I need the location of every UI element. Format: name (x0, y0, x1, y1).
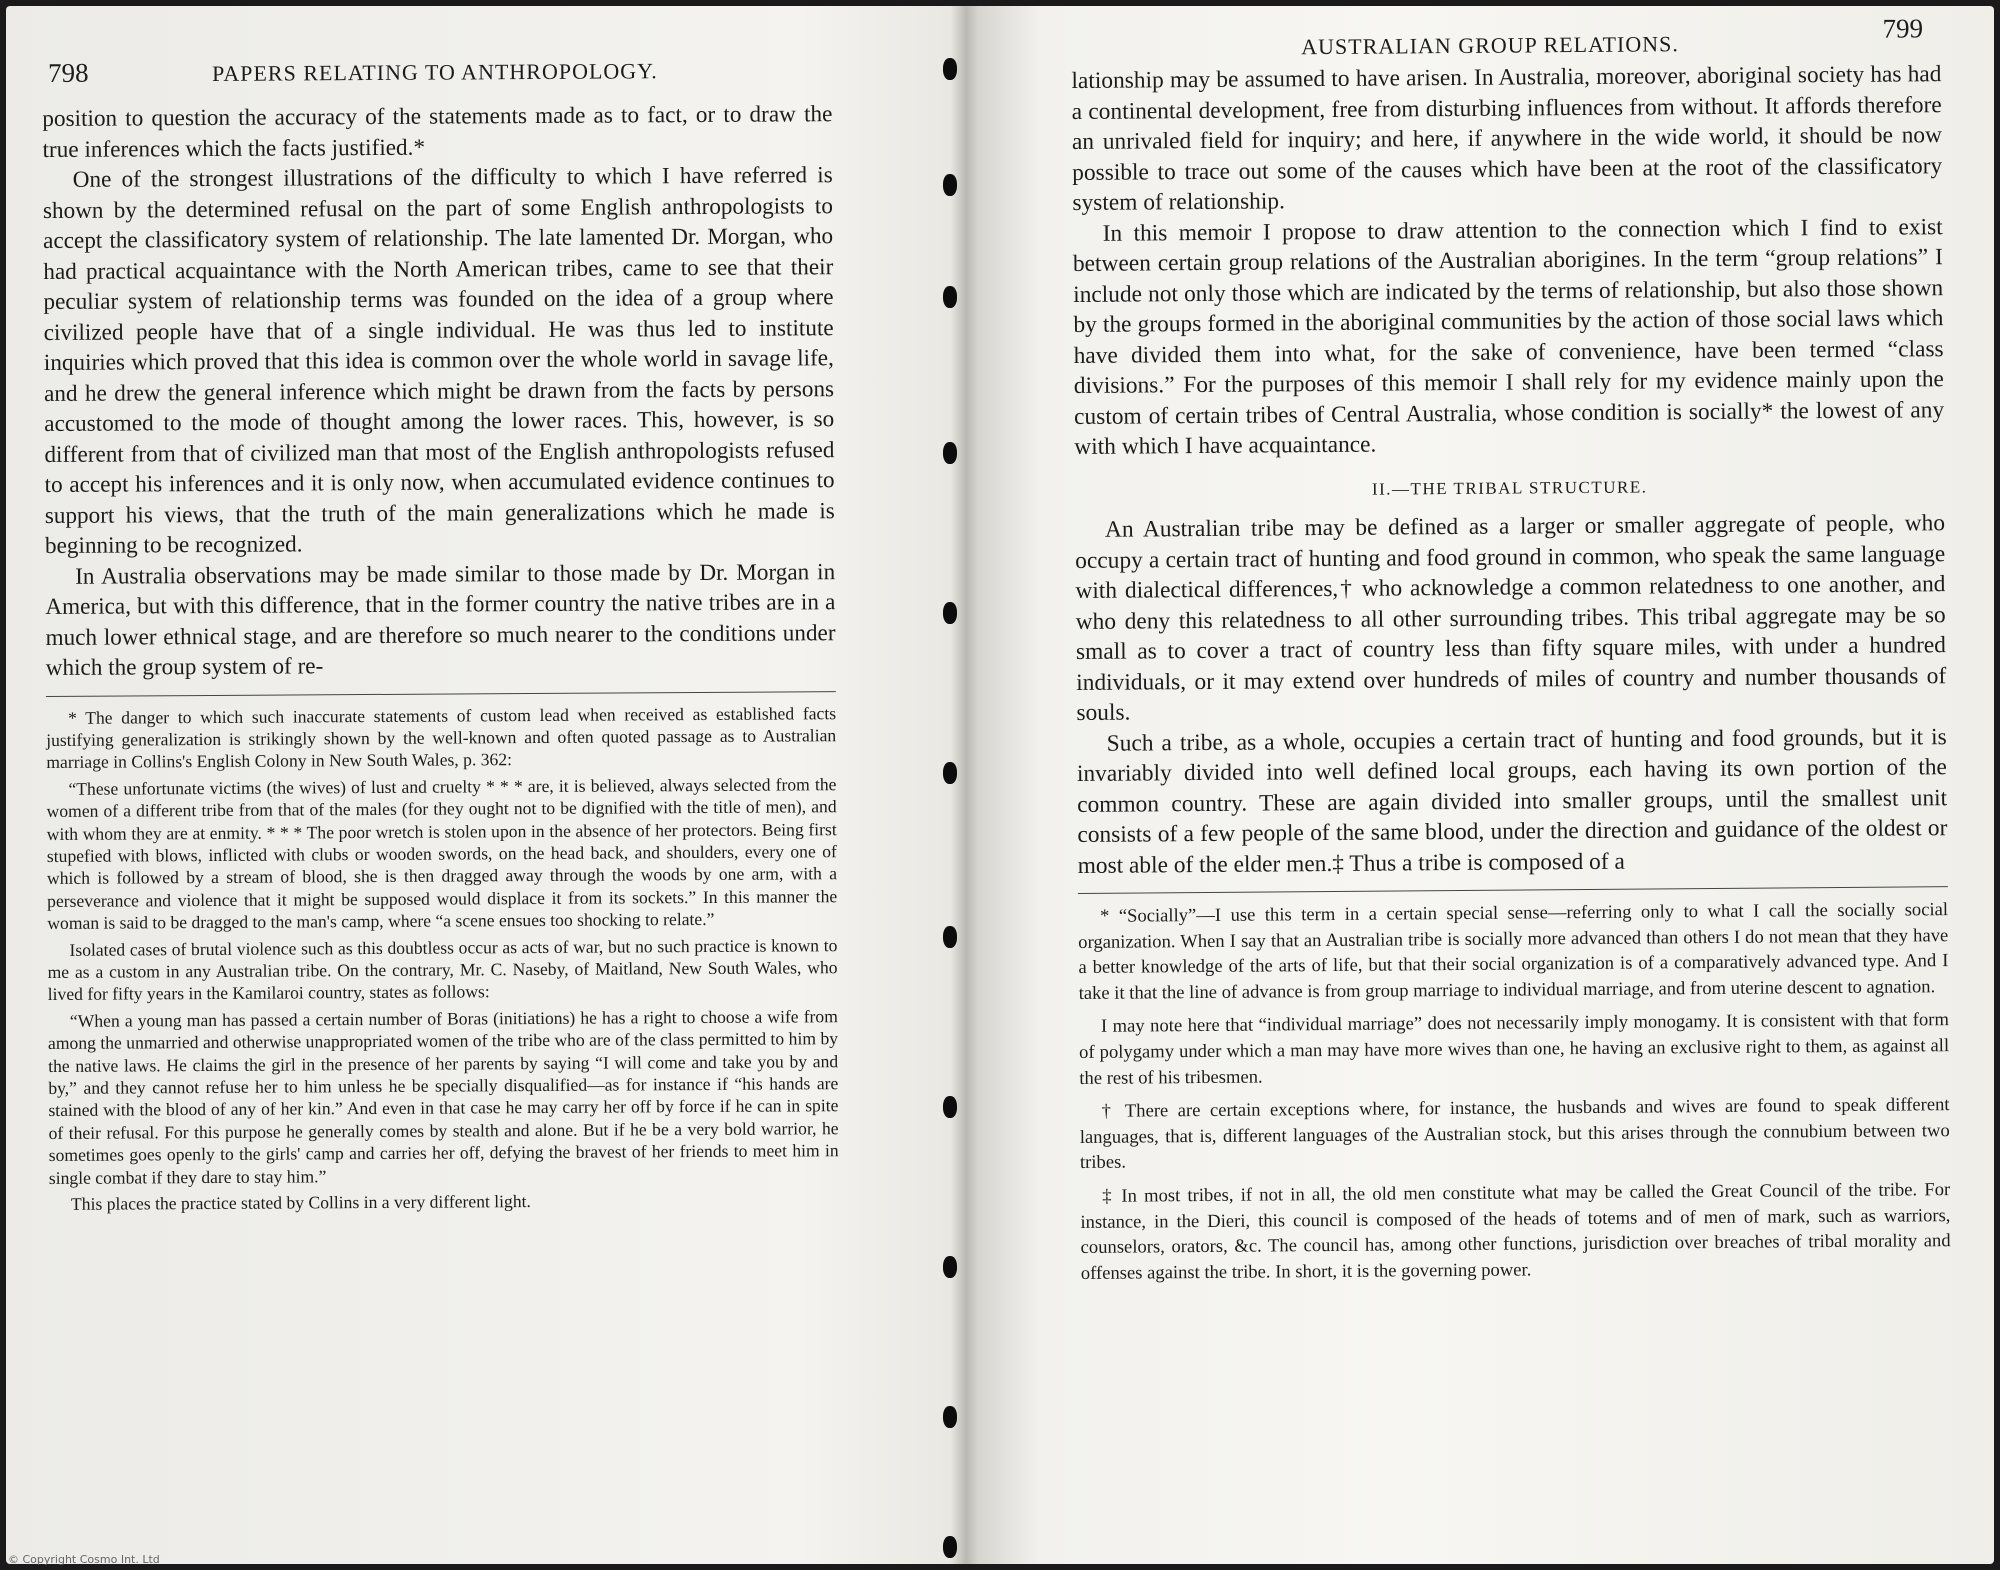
binding-stitch (943, 58, 957, 80)
right-page-number: 799 (1882, 13, 1924, 44)
binding-stitch (943, 762, 957, 784)
right-body-text (1071, 59, 1947, 881)
book-spread (6, 6, 1994, 1564)
right-footnotes (1078, 897, 1951, 1286)
right-paragraph: In this memoir I propose to draw attention to the connection which I find to exist between certain group relations of the Australian aborigines. In the term “group relations” I include not only those which are indicated by the terms of relationship, but also those shown by the groups formed in the aboriginal communities by the action of those social laws which have divided them into what, for the sake of convenience, have been termed “class divisions.” For the purposes of this memoir I shall rely for my evidence mainly upon the custom of certain tribes of Central Australia, whose condition is socially* the lowest of any with which I have acquaintance. (1072, 213, 1945, 460)
binding-stitch (943, 442, 957, 464)
left-paragraph: One of the strongest illustrations of the difficulty to which I have referred is shown by the determined refusal on the part of some English anthropologists to accept the classificatory system of relationship. The late lamented Dr. Morgan, who had practical acquaintance with the North American tribes, came to see that their peculiar system of relationship terms was founded on the idea of a group where civilized people have that of a single individual. He was thus led to institute inquiries which proved that this idea is common over the whole world in savage life, and he drew the general inference which might be drawn from the facts by persons accustomed to the mode of thought among the lower races. This, however, is so different from that of civilized man that most of the English anthropologists refused to accept his inferences and it is only now, when accumulated evidence continues to support his views, that the truth of the main generalizations which he made is beginning to be recognized. (42, 162, 835, 559)
copyright-watermark: © Copyright Cosmo Int. Ltd (8, 1553, 160, 1566)
footnote: ‡ In most tribes, if not in all, the old men constitute what may be called the Great Council of the tribe. For instance, in the Dieri, this council is composed of the heads of totems and of men of mark, such as warriors, counselors, orators, &c. The council has, among other functions, jurisdiction over breaches of tribal morality and offenses against the tribe. In short, it is the governing power. (1080, 1179, 1951, 1284)
binding-stitch (943, 602, 957, 624)
right-paragraph: An Australian tribe may be defined as a larger or smaller aggregate of people, who occupy a certain tract of hunting and food ground in common, who speak the same language with dialectical differences,† who acknowledge a common relatedness to one another, and who deny this relatedness to all other surrounding tribes. This tribal aggregate may be so small as to cover a tract of country less than fifty square miles, with under a hundred individuals, or it may extend over hundreds of miles of country and number thousands of souls. (1075, 510, 1947, 726)
right-running-title: AUSTRALIAN GROUP RELATIONS. (1301, 31, 1679, 60)
right-paragraph: lationship may be assumed to have arisen. In Australia, moreover, aboriginal society has had a continental development, free from disturbing influences from without. It affords therefore an unrivaled field for inquiry; and here, if anywhere in the wide world, it should be now possible to trace out some of the causes which have been at the root of the classificatory system of relationship. (1071, 61, 1943, 216)
footnote-rule (46, 691, 836, 697)
left-page-header (42, 53, 832, 104)
footnote: Isolated cases of brutal violence such as this doubtless occur as acts of war, but no such practice is known to me as a custom in any Australian tribe. On the contrary, Mr. C. Naseby, of Maitland, New South Wales, who lived for fifty years in the Kamilaroi country, states as follows: (47, 934, 838, 1005)
right-paragraph: Such a tribe, as a whole, occupies a certain tract of hunting and food grounds, but it is invariably divided into well defined local groups, each having its own portion of the common country. These are again divided into smaller groups, until the smallest unit consists of a few people of the same blood, under the direction and guidance of the oldest or most able of the elder men.‡ Thus a tribe is composed of a (1076, 723, 1948, 879)
footnote: This places the practice stated by Collins in a very different light. (70, 1191, 531, 1214)
left-body-text (42, 99, 836, 683)
binding-stitch (943, 1406, 957, 1428)
left-paragraph: position to question the accuracy of the statements made as to fact, or to draw the true inferences which the facts justified.* (42, 101, 833, 163)
footnote: † There are certain exceptions where, for instance, the husbands and wives are found to speak different languages, that is, different languages of the Australian stock, but this arises through the connubium between two tribes. (1079, 1094, 1950, 1174)
right-page-header (1071, 13, 1941, 66)
footnote-quote: “When a young man has passed a certain number of Boras (initiations) he has a right to choose a wife from among the unmarried and otherwise unappropriated women of the tribe who are of the class permitted to him by the native laws. He claims the girl in the presence of her parents by saying “I will come and take you by and by,” and they cannot refuse her to him unless he be specially disqualified—as for instance if “his hands are stained with the blood of any of her kin.” And even in that case he may carry her off by force if he can in spite of their refusal. For this purpose he generally comes by stealth and alone. But if he be a very bold warrior, he sometimes goes openly to the girls' camp and carries her off, defying the bravest of her friends to meet him in single combat if they dare to stay him.” (47, 1005, 839, 1188)
footnote-rule (1078, 886, 1948, 894)
left-running-title: PAPERS RELATING TO ANTHROPOLOGY. (212, 58, 658, 86)
footnote-quote: “These unfortunate victims (the wives) of lust and cruelty * * * are, it is believed, always selected from the women of a different tribe from that of the males (for they ought not to be dignified with the title of men), and with whom they are at enmity. * * * The poor wretch is stolen upon in the absence of her protectors. Being first stupefied with blows, inflicted with clubs or wooden swords, on the head back, and shoulders, every one of which is followed by a stream of blood, she is then dragged away through the woods by one arm, with a perseverance and violence that it might be supposed would displace it from its sockets.” In this manner the woman is said to be dragged to the man's camp, where “a scene ensues too shocking to relate.” (46, 773, 838, 934)
footnote: * The danger to which such inaccurate statements of custom lead when received as established facts justifying generalization is strikingly shown by the well-known and often quoted passage as to Australian marriage in Collins's English Colony in New South Wales, p. 362: (46, 702, 837, 773)
left-footnotes (46, 702, 839, 1216)
footnote: * “Socially”—I use this term in a certain special sense—referring only to what I call the socially social organization. When I say that an Australian tribe is socially more advanced than others I do not mean that they have a better knowledge of the arts of life, but that their social organization is of a comparatively advanced type. And I take it that the line of advance is from group marriage to individual marriage, and from uterine descent to agnation. (1078, 899, 1949, 1004)
section-heading: II.—THE TRIBAL STRUCTURE. (1371, 476, 1648, 499)
right-page (1071, 13, 1951, 1294)
left-paragraph: In Australia observations may be made similar to those made by Dr. Morgan in America, but with this difference, that in the former country the native tribes are in a much lower ethnical stage, and are therefore so much nearer to the conditions under which the group system of re- (45, 558, 836, 681)
footnote: I may note here that “individual marriage” does not necessarily imply monogamy. It is consistent with that form of polygamy under which a man may have more wives than one, he having an exclusive right to them, as against all the rest of his tribesmen. (1079, 1009, 1950, 1089)
binding-stitch (943, 286, 957, 308)
left-page (42, 53, 839, 1219)
binding-stitch (943, 926, 957, 948)
binding-stitch (943, 1536, 957, 1558)
binding-stitch (943, 174, 957, 196)
left-page-number: 798 (47, 57, 89, 88)
binding-stitch (943, 1096, 957, 1118)
binding-stitch (943, 1256, 957, 1278)
